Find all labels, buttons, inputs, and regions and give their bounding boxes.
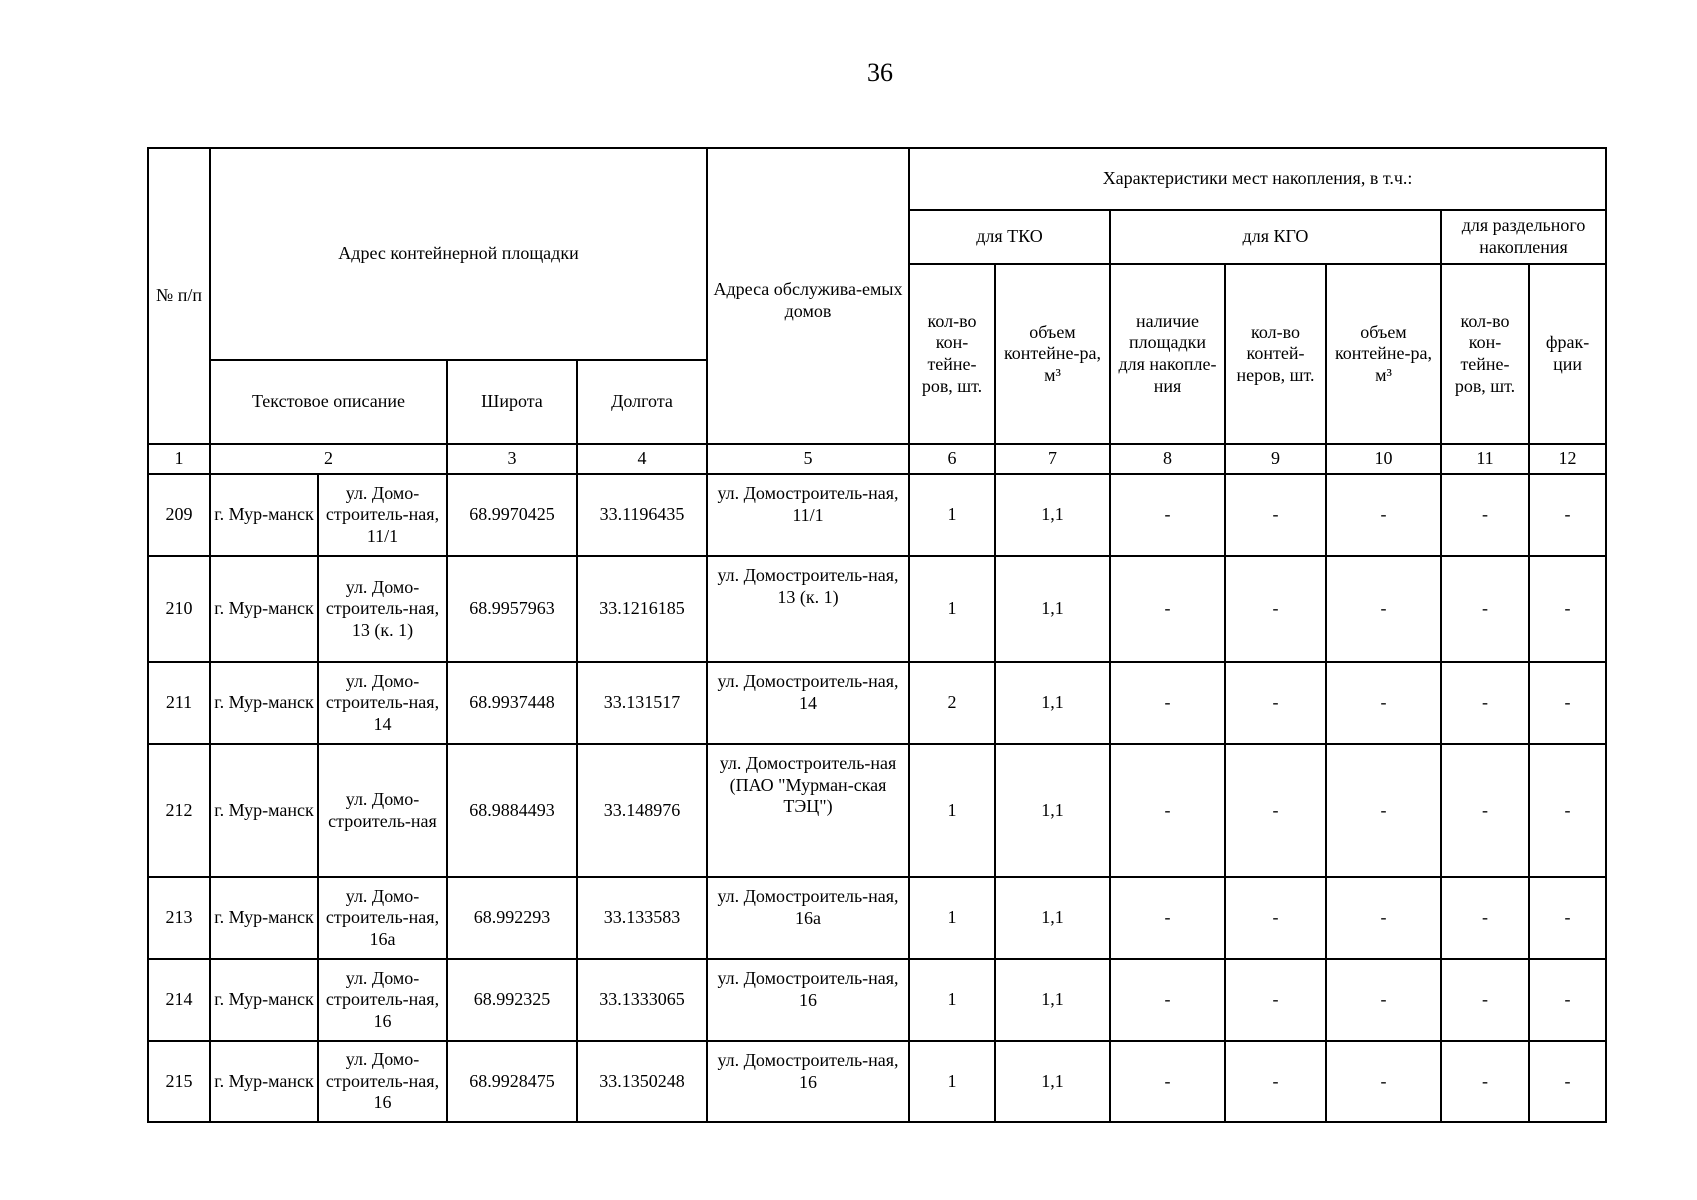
city-cell: г. Мур-манск [210, 556, 318, 662]
row-number-cell: 210 [148, 556, 210, 662]
kgo-volume-cell: - [1326, 1041, 1441, 1122]
header-for-separate: для раздельного накопления [1441, 210, 1606, 264]
kgo-count-cell: - [1225, 474, 1326, 556]
kgo-count-cell: - [1225, 744, 1326, 877]
sep-count-cell: - [1441, 744, 1529, 877]
served-houses-cell: ул. Домостроитель-ная, 16 [707, 959, 909, 1041]
street-cell: ул. Домо-строитель-ная, 13 (к. 1) [318, 556, 447, 662]
sep-count-cell: - [1441, 959, 1529, 1041]
tko-count-cell: 2 [909, 662, 995, 744]
table-row [148, 744, 1606, 877]
tko-count-cell: 1 [909, 474, 995, 556]
tko-volume-cell: 1,1 [995, 744, 1110, 877]
sep-count-cell: - [1441, 877, 1529, 959]
tko-count-cell: 1 [909, 1041, 995, 1122]
header-served-houses: Адреса обслужива-емых домов [707, 148, 909, 444]
tko-volume-cell: 1,1 [995, 474, 1110, 556]
header-sep-count: кол-во кон-тейне-ров, шт. [1441, 264, 1529, 444]
longitude-cell: 33.1196435 [577, 474, 707, 556]
served-houses-cell: ул. Домостроитель-ная, 13 (к. 1) [707, 556, 909, 662]
sep-fractions-cell: - [1529, 556, 1606, 662]
column-number: 10 [1326, 444, 1441, 474]
header-kgo-volume: объем контейне-ра, м³ [1326, 264, 1441, 444]
street-cell: ул. Домо-строитель-ная, 16 [318, 959, 447, 1041]
served-houses-cell: ул. Домостроитель-ная, 16а [707, 877, 909, 959]
street-cell: ул. Домо-строитель-ная, 16а [318, 877, 447, 959]
sep-fractions-cell: - [1529, 959, 1606, 1041]
kgo-count-cell: - [1225, 662, 1326, 744]
table-body [148, 474, 1606, 1122]
kgo-volume-cell: - [1326, 662, 1441, 744]
tko-volume-cell: 1,1 [995, 959, 1110, 1041]
kgo-volume-cell: - [1326, 959, 1441, 1041]
sep-fractions-cell: - [1529, 744, 1606, 877]
city-cell: г. Мур-манск [210, 877, 318, 959]
header-container-site-address: Адрес контейнерной площадки [210, 148, 707, 360]
header-longitude: Долгота [577, 360, 707, 444]
latitude-cell: 68.992325 [447, 959, 577, 1041]
column-number: 2 [210, 444, 447, 474]
kgo-count-cell: - [1225, 1041, 1326, 1122]
kgo-volume-cell: - [1326, 877, 1441, 959]
kgo-count-cell: - [1225, 556, 1326, 662]
kgo-site-cell: - [1110, 474, 1225, 556]
sep-count-cell: - [1441, 474, 1529, 556]
table-row [148, 959, 1606, 1041]
table-row [148, 1041, 1606, 1122]
kgo-volume-cell: - [1326, 474, 1441, 556]
tko-volume-cell: 1,1 [995, 1041, 1110, 1122]
column-number: 6 [909, 444, 995, 474]
tko-volume-cell: 1,1 [995, 662, 1110, 744]
page-number: 36 [867, 58, 893, 87]
column-number: 5 [707, 444, 909, 474]
street-cell: ул. Домо-строитель-ная, 16 [318, 1041, 447, 1122]
tko-count-cell: 1 [909, 877, 995, 959]
row-number-cell: 211 [148, 662, 210, 744]
row-number-cell: 214 [148, 959, 210, 1041]
latitude-cell: 68.9884493 [447, 744, 577, 877]
street-cell: ул. Домо-строитель-ная [318, 744, 447, 877]
sep-fractions-cell: - [1529, 1041, 1606, 1122]
kgo-site-cell: - [1110, 556, 1225, 662]
served-houses-cell: ул. Домостроитель-ная (ПАО "Мурман-ская ТЭЦ") [707, 744, 909, 877]
city-cell: г. Мур-манск [210, 474, 318, 556]
kgo-count-cell: - [1225, 959, 1326, 1041]
longitude-cell: 33.1350248 [577, 1041, 707, 1122]
sep-fractions-cell: - [1529, 877, 1606, 959]
table-row [148, 556, 1606, 662]
column-number: 7 [995, 444, 1110, 474]
header-num: № п/п [148, 148, 210, 444]
latitude-cell: 68.9928475 [447, 1041, 577, 1122]
column-number: 1 [148, 444, 210, 474]
kgo-site-cell: - [1110, 877, 1225, 959]
served-houses-cell: ул. Домостроитель-ная, 16 [707, 1041, 909, 1122]
column-number: 3 [447, 444, 577, 474]
header-sep-fractions: фрак-ции [1529, 264, 1606, 444]
sep-count-cell: - [1441, 1041, 1529, 1122]
street-cell: ул. Домо-строитель-ная, 14 [318, 662, 447, 744]
column-number: 9 [1225, 444, 1326, 474]
longitude-cell: 33.133583 [577, 877, 707, 959]
kgo-site-cell: - [1110, 1041, 1225, 1122]
table-row [148, 877, 1606, 959]
tko-count-cell: 1 [909, 744, 995, 877]
sep-count-cell: - [1441, 556, 1529, 662]
row-number-cell: 215 [148, 1041, 210, 1122]
sep-fractions-cell: - [1529, 662, 1606, 744]
header-text-description: Текстовое описание [210, 360, 447, 444]
sep-fractions-cell: - [1529, 474, 1606, 556]
column-number: 4 [577, 444, 707, 474]
table-row [148, 662, 1606, 744]
tko-volume-cell: 1,1 [995, 556, 1110, 662]
tko-volume-cell: 1,1 [995, 877, 1110, 959]
header-kgo-count: кол-во контей-неров, шт. [1225, 264, 1326, 444]
sep-count-cell: - [1441, 662, 1529, 744]
latitude-cell: 68.9937448 [447, 662, 577, 744]
tko-count-cell: 1 [909, 959, 995, 1041]
city-cell: г. Мур-манск [210, 1041, 318, 1122]
header-for-tko: для ТКО [909, 210, 1110, 264]
tko-count-cell: 1 [909, 556, 995, 662]
header-row [148, 148, 1606, 210]
header-tko-volume: объем контейне-ра, м³ [995, 264, 1110, 444]
header-tko-count: кол-во кон-тейне-ров, шт. [909, 264, 995, 444]
header-characteristics: Характеристики мест накопления, в т.ч.: [909, 148, 1606, 210]
table-row [148, 474, 1606, 556]
latitude-cell: 68.992293 [447, 877, 577, 959]
container-sites-table [147, 147, 1607, 1123]
column-number: 11 [1441, 444, 1529, 474]
longitude-cell: 33.1333065 [577, 959, 707, 1041]
street-cell: ул. Домо-строитель-ная, 11/1 [318, 474, 447, 556]
kgo-site-cell: - [1110, 744, 1225, 877]
header-for-kgo: для КГО [1110, 210, 1441, 264]
city-cell: г. Мур-манск [210, 959, 318, 1041]
served-houses-cell: ул. Домостроитель-ная, 14 [707, 662, 909, 744]
kgo-count-cell: - [1225, 877, 1326, 959]
row-number-cell: 212 [148, 744, 210, 877]
latitude-cell: 68.9957963 [447, 556, 577, 662]
kgo-site-cell: - [1110, 662, 1225, 744]
header-latitude: Широта [447, 360, 577, 444]
city-cell: г. Мур-манск [210, 744, 318, 877]
column-number: 12 [1529, 444, 1606, 474]
latitude-cell: 68.9970425 [447, 474, 577, 556]
longitude-cell: 33.148976 [577, 744, 707, 877]
kgo-site-cell: - [1110, 959, 1225, 1041]
row-number-cell: 213 [148, 877, 210, 959]
row-number-cell: 209 [148, 474, 210, 556]
city-cell: г. Мур-манск [210, 662, 318, 744]
served-houses-cell: ул. Домостроитель-ная, 11/1 [707, 474, 909, 556]
header-kgo-site: наличие площадки для накопле-ния [1110, 264, 1225, 444]
kgo-volume-cell: - [1326, 744, 1441, 877]
column-number: 8 [1110, 444, 1225, 474]
longitude-cell: 33.131517 [577, 662, 707, 744]
longitude-cell: 33.1216185 [577, 556, 707, 662]
column-number-row [148, 444, 1606, 474]
kgo-volume-cell: - [1326, 556, 1441, 662]
